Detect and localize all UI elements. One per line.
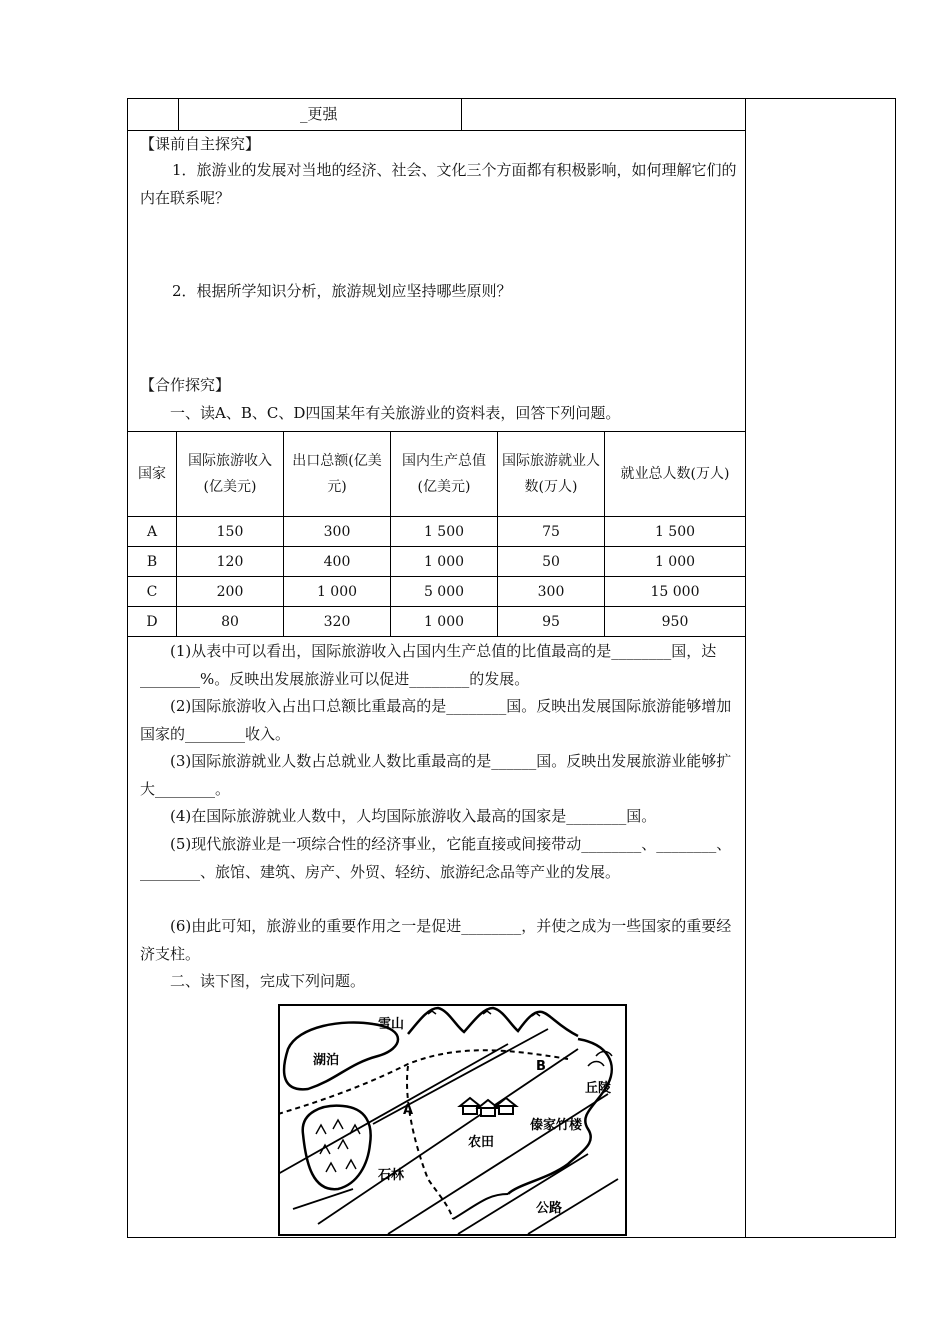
- table-cell: C: [128, 577, 177, 607]
- table-cell: 15 000: [605, 577, 746, 607]
- sub-question-4: (4)在国际旅游就业人数中，人均国际旅游收入最高的国家是________国。: [170, 807, 657, 825]
- table-cell: 300: [284, 517, 391, 547]
- table-row: [128, 607, 745, 637]
- tourism-data-table: [128, 431, 745, 637]
- question-2: 2．根据所学知识分析，旅游规划应坚持哪些原则？: [172, 282, 512, 300]
- table-cell: 1 000: [391, 547, 498, 577]
- bamboo-house-icon: [460, 1098, 516, 1116]
- section1-heading: 【课前自主探究】: [140, 135, 261, 153]
- table-header-cell: 就业总人数(万人): [605, 432, 746, 517]
- map-label-b: B: [536, 1059, 546, 1074]
- top-row: [128, 99, 745, 131]
- table-cell: 300: [498, 577, 605, 607]
- table-row: [128, 577, 745, 607]
- table-cell: 1 000: [391, 607, 498, 637]
- table-cell: B: [128, 547, 177, 577]
- map-label-stone-forest: 石林: [378, 1168, 405, 1183]
- worksheet-frame: [127, 98, 896, 1238]
- table-header-row: [128, 432, 745, 517]
- right-margin-divider: [745, 99, 746, 1237]
- table-header-cell: 国际旅游就业人数(万人): [498, 432, 605, 517]
- table-cell: 1 000: [284, 577, 391, 607]
- table-header-cell: 国家: [128, 432, 177, 517]
- table-header-cell: 国际旅游收入(亿美元): [177, 432, 284, 517]
- table-header-cell: 出口总额(亿美元): [284, 432, 391, 517]
- top-row-divider-1: [178, 99, 179, 130]
- sub-question-3: (3)国际旅游就业人数占总就业人数比重最高的是______国。反映出发展旅游业能够扩大________。: [140, 752, 732, 798]
- map-label-snow-mountain: 雪山: [378, 1017, 405, 1032]
- table-cell: 200: [177, 577, 284, 607]
- section2-heading: 【合作探究】: [140, 376, 231, 394]
- question-1: 1．旅游业的发展对当地的经济、社会、文化三个方面都有积极影响，如何理解它们的内在联系呢？: [140, 161, 737, 207]
- map-label-bamboo-house: 傣家竹楼: [530, 1118, 583, 1133]
- table-cell: 320: [284, 607, 391, 637]
- sub-question-5: (5)现代旅游业是一项综合性的经济事业，它能直接或间接带动________、________、________、旅馆、建筑、房产、外贸、轻纺、旅游纪念品等产业的发展。: [140, 835, 732, 881]
- sub-question-1: (1)从表中可以看出，国际旅游收入占国内生产总值的比值最高的是________国，达________%。反映出发展旅游业可以促进________的发展。: [140, 642, 717, 688]
- table-cell: 1 500: [391, 517, 498, 547]
- table-cell: 150: [177, 517, 284, 547]
- table-cell: D: [128, 607, 177, 637]
- map-label-road: 公路: [536, 1201, 563, 1216]
- table-cell: 5 000: [391, 577, 498, 607]
- table-cell: 950: [605, 607, 746, 637]
- part2-intro: 二、读下图，完成下列问题。: [170, 972, 366, 990]
- top-row-text: _更强: [300, 105, 338, 123]
- sub-question-2: (2)国际旅游收入占出口总额比重最高的是________国。反映出发展国际旅游能够增加国家的________收入。: [140, 697, 732, 743]
- map-label-hill: 丘陵: [585, 1081, 612, 1096]
- table-cell: 75: [498, 517, 605, 547]
- table-cell: 80: [177, 607, 284, 637]
- table-row: [128, 517, 745, 547]
- table-header-cell: 国内生产总值(亿美元): [391, 432, 498, 517]
- table-cell: A: [128, 517, 177, 547]
- tourism-map-figure: [278, 1004, 627, 1236]
- map-label-farmland: 农田: [468, 1135, 495, 1150]
- table-cell: 120: [177, 547, 284, 577]
- table-cell: 1 500: [605, 517, 746, 547]
- table-row: [128, 547, 745, 577]
- map-label-lake: 湖泊: [313, 1053, 340, 1068]
- table-cell: 400: [284, 547, 391, 577]
- section2-intro: 一、读A、B、C、D四国某年有关旅游业的资料表，回答下列问题。: [170, 404, 621, 422]
- table-cell: 50: [498, 547, 605, 577]
- map-label-a: A: [403, 1103, 414, 1118]
- table-cell: 1 000: [605, 547, 746, 577]
- table-cell: 95: [498, 607, 605, 637]
- sub-question-6: (6)由此可知，旅游业的重要作用之一是促进________，并使之成为一些国家的重要经济支柱。: [140, 917, 732, 963]
- top-row-divider-2: [461, 99, 462, 130]
